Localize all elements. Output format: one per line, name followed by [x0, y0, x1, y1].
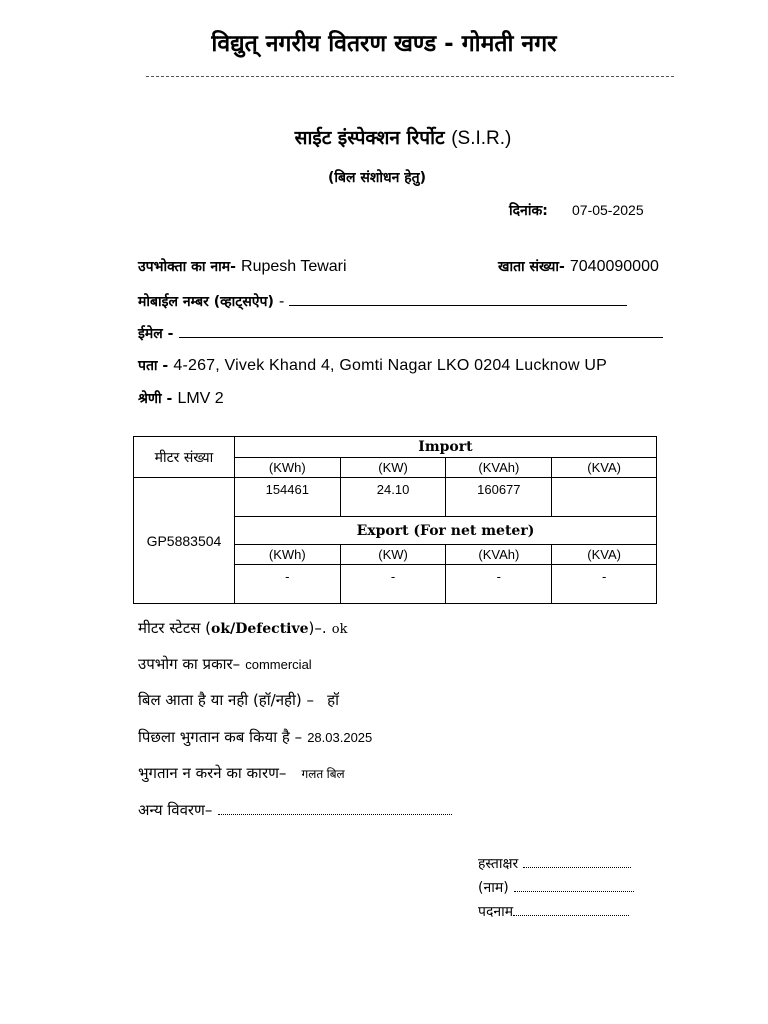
- consumer-name-label: उपभोक्ता का नाम-: [138, 259, 236, 275]
- address-row: [138, 355, 607, 375]
- account-label: खाता संख्या-: [498, 259, 565, 275]
- meter-status-row: [138, 618, 347, 638]
- import-unit-kva: (KVA): [552, 458, 657, 478]
- date-value: 07-05-2025: [572, 202, 644, 218]
- category-row: [138, 388, 224, 408]
- account-value: 7040090000: [569, 258, 659, 275]
- address-label: पता -: [138, 358, 169, 374]
- address-value: 4-267, Vivek Khand 4, Gomti Nagar LKO 0204 Lucknow UP: [173, 357, 607, 374]
- category-label: श्रेणी -: [138, 391, 173, 407]
- other-details-label: अन्य विवरण–: [138, 801, 213, 819]
- nonpayment-reason-label: भुगतान न करने का कारण–: [138, 764, 287, 782]
- signatory-name-label: (नाम): [478, 880, 509, 896]
- signature-row: [478, 853, 631, 873]
- meter-no-header: मीटर संख्या: [134, 437, 235, 478]
- report-title: [0, 124, 768, 150]
- usage-value: commercial: [245, 657, 312, 672]
- meter-reading-table: [133, 436, 657, 604]
- designation-label: पदनाम: [478, 904, 514, 920]
- import-kw-value: 24.10: [340, 478, 446, 517]
- report-title-hindi: साईट इंस्पेक्शन रिर्पोट: [294, 127, 445, 149]
- usage-row: [138, 654, 312, 674]
- last-payment-value: 28.03.2025: [307, 730, 373, 745]
- export-kwh-value: -: [234, 565, 340, 604]
- export-kw-value: -: [340, 565, 446, 604]
- export-unit-kva: (KVA): [552, 545, 657, 565]
- signature-label: हस्ताक्षर: [478, 856, 519, 872]
- bill-received-label: बिल आता है या नही (हॉ/नही) –: [138, 691, 315, 709]
- email-row: [138, 323, 663, 343]
- other-details-dotted-line: [218, 804, 452, 815]
- consumer-name-row: [138, 256, 347, 276]
- mobile-row: [138, 291, 627, 311]
- export-kva-value: -: [552, 565, 657, 604]
- designation-row: [478, 901, 629, 921]
- last-payment-label: पिछला भुगतान कब किया है –: [138, 728, 303, 746]
- bill-received-row: [138, 690, 339, 710]
- consumer-name-value: Rupesh Tewari: [241, 258, 347, 275]
- export-header: Export (For net meter): [234, 517, 656, 545]
- meter-status-value: ok: [331, 622, 348, 637]
- report-title-abbr: (S.I.R.): [451, 128, 512, 149]
- report-purpose: (बिल संशोधन हेतु): [328, 170, 427, 186]
- category-value: LMV 2: [177, 390, 224, 407]
- import-unit-kw: (KW): [340, 458, 446, 478]
- office-title: विद्युत् नगरीय वितरण खण्ड - गोमती नगर: [211, 31, 557, 57]
- export-unit-kw: (KW): [340, 545, 446, 565]
- import-unit-kvah: (KVAh): [446, 458, 552, 478]
- export-unit-kvah: (KVAh): [446, 545, 552, 565]
- signatory-name-dotted-line: [514, 881, 634, 892]
- import-kva-value: [552, 478, 657, 517]
- dashed-divider: [146, 76, 674, 77]
- meter-status-label-pre: मीटर स्टेटस (: [138, 619, 212, 637]
- nonpayment-reason-value: गलत बिल: [301, 767, 345, 781]
- date-label: दिनांक:: [509, 203, 548, 219]
- mobile-blank-line: [289, 293, 627, 306]
- nonpayment-reason-row: [138, 763, 345, 783]
- mobile-separator: -: [278, 293, 285, 310]
- last-payment-row: [138, 727, 372, 747]
- signature-dotted-line: [523, 857, 631, 868]
- mobile-label: मोबाईल नम्बर (व्हाट्सऐप): [138, 294, 274, 310]
- usage-label: उपभोग का प्रकार–: [138, 655, 241, 673]
- designation-dotted-line: [513, 905, 629, 916]
- meter-no-value: GP5883504: [134, 478, 235, 604]
- email-blank-line: [179, 325, 663, 338]
- meter-status-label-en: ok/Defective: [211, 621, 309, 637]
- meter-status-label-post: )–.: [308, 619, 327, 637]
- export-unit-kwh: (KWh): [234, 545, 340, 565]
- import-header: Import: [234, 437, 656, 458]
- bill-received-value: हॉ: [327, 691, 339, 709]
- import-kwh-value: 154461: [234, 478, 340, 517]
- import-kvah-value: 160677: [446, 478, 552, 517]
- email-label: ईमेल -: [138, 326, 174, 342]
- signatory-name-row: [478, 877, 634, 897]
- export-kvah-value: -: [446, 565, 552, 604]
- import-unit-kwh: (KWh): [234, 458, 340, 478]
- account-row: [498, 256, 659, 276]
- other-details-row: [138, 800, 452, 820]
